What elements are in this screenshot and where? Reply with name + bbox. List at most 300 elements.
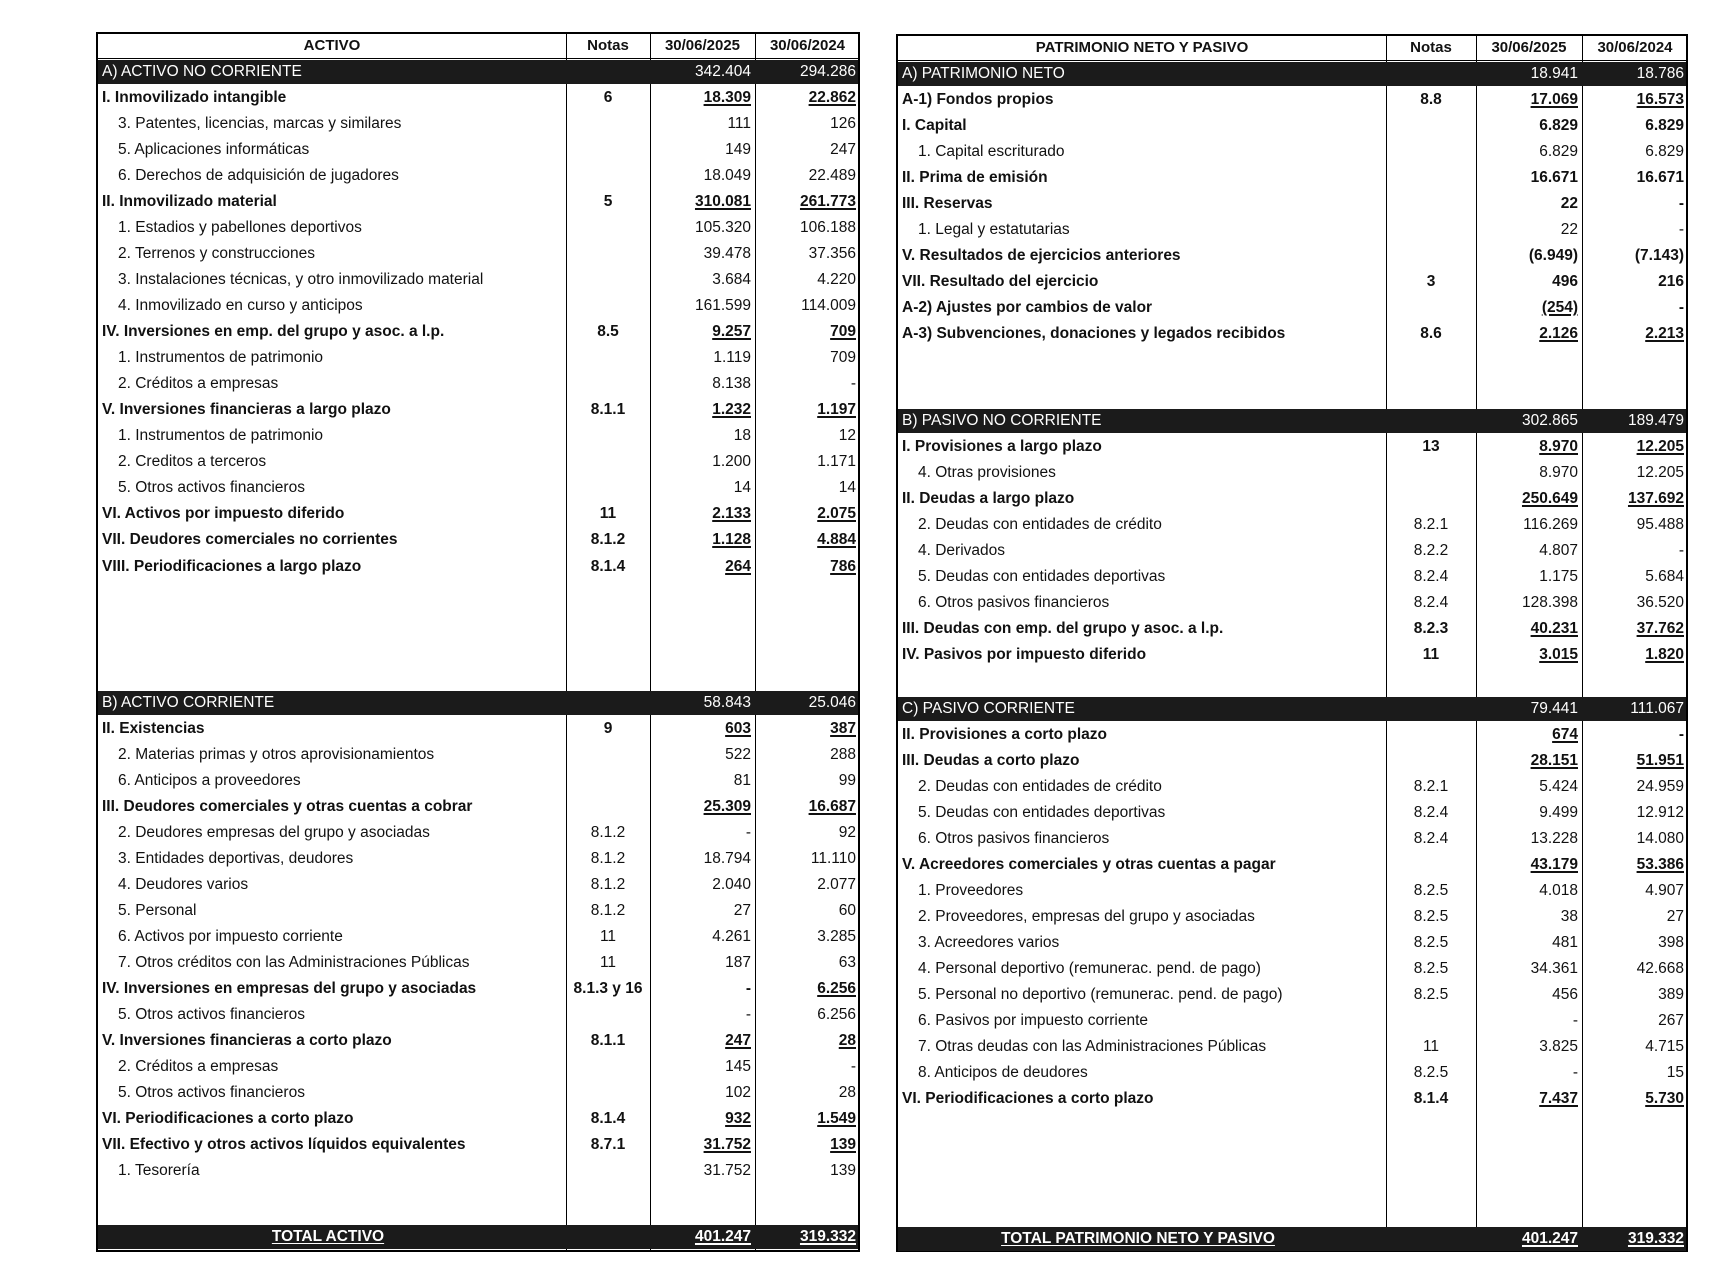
row-label-b-activo-corriente: B) ACTIVO CORRIENTE — [102, 694, 275, 711]
table-row — [98, 1133, 858, 1157]
value-previous: 389 — [1658, 986, 1684, 1003]
row-notes: 8.2.4 — [1413, 804, 1449, 821]
table-row — [898, 723, 1686, 747]
row-label-i-inmovilizado-intangible: I. Inmovilizado intangible — [102, 89, 287, 106]
value-current: 25.309 — [703, 798, 751, 815]
value-previous: 1.549 — [817, 1110, 856, 1127]
value-previous: 4.220 — [817, 271, 856, 288]
value-previous: 99 — [838, 772, 856, 789]
value-current: 4.018 — [1539, 882, 1578, 899]
table-row — [898, 244, 1686, 268]
row-label-viii-periodificaciones-a-largo-plazo: VIII. Periodificaciones a largo plazo — [102, 558, 362, 575]
value-previous: 42.668 — [1636, 960, 1684, 977]
row-notes: 5 — [603, 193, 613, 210]
row-notes: 6 — [603, 89, 613, 106]
row-notes: 11 — [1422, 646, 1440, 663]
value-previous: 28 — [838, 1084, 856, 1101]
row-label-b-pasivo-no-corriente: B) PASIVO NO CORRIENTE — [902, 412, 1102, 429]
table-row — [898, 192, 1686, 216]
table-row — [98, 346, 858, 370]
value-current: 342.404 — [694, 63, 751, 80]
table-row — [898, 487, 1686, 511]
row-label-vii-efectivo-y-otros-activos-liquidos-eq: VII. Efectivo y otros activos líquidos equivalentes — [102, 1136, 466, 1153]
value-current: (6.949) — [1528, 247, 1578, 264]
value-previous: 2.213 — [1645, 325, 1684, 342]
value-current: 31.752 — [703, 1162, 751, 1179]
value-current: 3.684 — [712, 271, 751, 288]
table-row — [898, 88, 1686, 112]
value-previous: 14 — [838, 479, 856, 496]
row-label-iii-deudas-a-corto-plazo: III. Deudas a corto plazo — [902, 752, 1080, 769]
value-previous: 216 — [1658, 273, 1684, 290]
value-previous: 5.730 — [1645, 1090, 1684, 1107]
table-row — [98, 977, 858, 1001]
table-row — [98, 1055, 858, 1079]
value-previous: 22.862 — [808, 89, 856, 106]
row-notes: 8.2.4 — [1413, 830, 1449, 847]
value-current: 14 — [733, 479, 751, 496]
table-row — [98, 164, 858, 188]
row-label-vi-periodificaciones-a-corto-plazo: VI. Periodificaciones a corto plazo — [102, 1110, 354, 1127]
row-notes: 13 — [1422, 438, 1440, 455]
row-notes: 8.1.4 — [590, 558, 626, 575]
value-previous: 3.285 — [817, 928, 856, 945]
row-label-4-otras-provisiones: 4. Otras provisiones — [918, 464, 1056, 481]
row-notes: 8.1.2 — [590, 531, 626, 548]
row-label-1-tesoreria: 1. Tesorería — [118, 1162, 200, 1179]
value-previous: - — [1678, 299, 1684, 316]
value-current: 116.269 — [1523, 516, 1578, 533]
value-current: 18.309 — [703, 89, 751, 106]
table-row — [98, 769, 858, 793]
value-current: 38 — [1560, 908, 1578, 925]
value-previous: 6.829 — [1645, 143, 1684, 160]
row-notes: 11 — [599, 928, 617, 945]
value-previous: - — [1678, 726, 1684, 743]
row-label-a-activo-no-corriente: A) ACTIVO NO CORRIENTE — [102, 63, 302, 80]
table-row — [98, 528, 858, 552]
value-previous: - — [1678, 221, 1684, 238]
value-previous: 5.684 — [1645, 568, 1684, 585]
value-current: 31.752 — [703, 1136, 751, 1153]
row-notes: 8.2.4 — [1413, 568, 1449, 585]
value-current: 22 — [1560, 195, 1578, 212]
row-label-5-otros-activos-financieros: 5. Otros activos financieros — [118, 479, 305, 496]
value-previous: 387 — [830, 720, 856, 737]
value-current: 40.231 — [1530, 620, 1578, 637]
table-row — [898, 591, 1686, 615]
table-row — [898, 801, 1686, 825]
value-current: - — [1572, 1064, 1578, 1081]
row-label-5-otros-activos-financieros: 5. Otros activos financieros — [118, 1084, 305, 1101]
table-row — [898, 296, 1686, 320]
section-row — [898, 697, 1686, 721]
row-notes: 8.2.5 — [1413, 934, 1449, 951]
table-row — [898, 322, 1686, 346]
row-label-v-resultados-de-ejercicios-anteriores: V. Resultados de ejercicios anteriores — [902, 247, 1181, 264]
table-row — [898, 827, 1686, 851]
row-notes: 8.5 — [597, 323, 619, 340]
table-row — [98, 555, 858, 579]
table-row — [898, 166, 1686, 190]
row-label-a-patrimonio-neto: A) PATRIMONIO NETO — [902, 65, 1065, 82]
row-label-ii-existencias: II. Existencias — [102, 720, 205, 737]
value-current: 8.970 — [1539, 464, 1578, 481]
value-current: 6.829 — [1539, 143, 1578, 160]
value-current: 2.133 — [712, 505, 751, 522]
value-current: 111 — [727, 115, 751, 132]
section-row — [98, 691, 858, 715]
row-label-4-derivados: 4. Derivados — [918, 542, 1006, 559]
row-label-5-otros-activos-financieros: 5. Otros activos financieros — [118, 1006, 305, 1023]
value-current: 17.069 — [1530, 91, 1578, 108]
value-previous: 18.786 — [1636, 65, 1684, 82]
value-previous: 92 — [838, 824, 856, 841]
value-current: 149 — [725, 141, 751, 158]
header-col1: 30/06/2025 — [1491, 39, 1567, 56]
value-previous: - — [850, 1058, 856, 1075]
table-row — [898, 114, 1686, 138]
table-row — [98, 268, 858, 292]
table-row — [898, 140, 1686, 164]
row-notes: 8.1.3 y 16 — [573, 980, 643, 997]
row-label-2-terrenos-y-construcciones: 2. Terrenos y construcciones — [118, 245, 316, 262]
table-row — [898, 270, 1686, 294]
value-current: 250.649 — [1521, 490, 1578, 507]
table-row — [898, 931, 1686, 955]
value-previous: 709 — [830, 349, 856, 366]
row-label-1-instrumentos-de-patrimonio: 1. Instrumentos de patrimonio — [118, 427, 324, 444]
value-previous: 111.067 — [1630, 700, 1684, 717]
value-current: 128.398 — [1521, 594, 1578, 611]
header-col2: 30/06/2024 — [1597, 39, 1673, 56]
row-label-a-1-fondos-propios: A-1) Fondos propios — [902, 91, 1054, 108]
row-notes: 8.2.1 — [1413, 516, 1449, 533]
table-row — [98, 847, 858, 871]
row-label-a-2-ajustes-por-cambios-de-valor: A-2) Ajustes por cambios de valor — [902, 299, 1153, 316]
row-label-iii-reservas: III. Reservas — [902, 195, 993, 212]
value-current: 105.320 — [694, 219, 751, 236]
row-label-6-activos-por-impuesto-corriente: 6. Activos por impuesto corriente — [118, 928, 343, 945]
value-previous: 139 — [830, 1162, 856, 1179]
value-current: 1.128 — [712, 531, 751, 548]
value-current: 247 — [725, 1032, 751, 1049]
value-current: 6.829 — [1539, 117, 1578, 134]
row-label-iv-inversiones-en-emp-del-grupo-y-asoc-a: IV. Inversiones en emp. del grupo y asoc. a l.p. — [102, 323, 445, 340]
table-row — [98, 138, 858, 162]
row-notes: 8.1.2 — [590, 876, 626, 893]
row-label-7-otros-creditos-con-las-administracione: 7. Otros créditos con las Administraciones Públicas — [118, 954, 470, 971]
value-current: 932 — [725, 1110, 751, 1127]
value-previous: 37.356 — [808, 245, 856, 262]
value-previous: 4.884 — [817, 531, 856, 548]
value-current: 8.970 — [1539, 438, 1578, 455]
value-current: 18.941 — [1530, 65, 1578, 82]
value-current: 58.843 — [703, 694, 751, 711]
row-label-6-anticipos-a-proveedores: 6. Anticipos a proveedores — [118, 772, 301, 789]
table-row — [898, 617, 1686, 641]
row-notes: 8.1.1 — [590, 401, 626, 418]
row-notes: 11 — [599, 954, 617, 971]
row-label-i-capital: I. Capital — [902, 117, 967, 134]
section-row — [898, 62, 1686, 86]
value-current: 496 — [1552, 273, 1578, 290]
value-current: 39.478 — [703, 245, 751, 262]
value-current: - — [745, 824, 751, 841]
value-previous: 27 — [1666, 908, 1684, 925]
value-current: 2.040 — [712, 876, 751, 893]
row-label-total-activo: TOTAL ACTIVO — [271, 1228, 385, 1245]
row-label-6-otros-pasivos-financieros: 6. Otros pasivos financieros — [918, 830, 1110, 847]
table-row — [98, 873, 858, 897]
table-row — [898, 218, 1686, 242]
value-previous: 189.479 — [1627, 412, 1684, 429]
value-previous: 16.573 — [1636, 91, 1684, 108]
row-label-1-legal-y-estatutarias: 1. Legal y estatutarias — [918, 221, 1070, 238]
value-current: 34.361 — [1530, 960, 1578, 977]
value-previous: - — [1678, 542, 1684, 559]
table-row — [898, 565, 1686, 589]
value-previous: 319.332 — [1627, 1230, 1684, 1247]
row-label-2-deudores-empresas-del-grupo-y-asociada: 2. Deudores empresas del grupo y asociadas — [118, 824, 430, 841]
row-label-6-pasivos-por-impuesto-corriente: 6. Pasivos por impuesto corriente — [918, 1012, 1149, 1029]
row-label-2-proveedores-empresas-del-grupo-y-asoci: 2. Proveedores, empresas del grupo y asociadas — [918, 908, 1255, 925]
value-current: 18.049 — [703, 167, 751, 184]
table-row — [898, 513, 1686, 537]
value-current: 27 — [733, 902, 751, 919]
table-row — [98, 717, 858, 741]
row-notes: 11 — [1422, 1038, 1440, 1055]
row-label-vii-resultado-del-ejercicio: VII. Resultado del ejercicio — [902, 273, 1099, 290]
row-label-3-instalaciones-tecnicas-y-otro-inmovili: 3. Instalaciones técnicas, y otro inmovilizado material — [118, 271, 484, 288]
value-previous: 14.080 — [1636, 830, 1684, 847]
value-current: 5.424 — [1539, 778, 1578, 795]
table-row — [98, 398, 858, 422]
value-current: (254) — [1541, 299, 1578, 316]
table-row — [898, 853, 1686, 877]
table-row — [898, 1061, 1686, 1085]
table-row — [98, 743, 858, 767]
row-label-ii-provisiones-a-corto-plazo: II. Provisiones a corto plazo — [902, 726, 1107, 743]
value-current: 145 — [725, 1058, 751, 1075]
value-current: 13.228 — [1530, 830, 1578, 847]
value-previous: 247 — [830, 141, 856, 158]
row-label-5-deudas-con-entidades-deportivas: 5. Deudas con entidades deportivas — [918, 804, 1166, 821]
value-previous: - — [850, 375, 856, 392]
row-label-1-instrumentos-de-patrimonio: 1. Instrumentos de patrimonio — [118, 349, 324, 366]
row-label-8-anticipos-de-deudores: 8. Anticipos de deudores — [918, 1064, 1088, 1081]
row-label-5-deudas-con-entidades-deportivas: 5. Deudas con entidades deportivas — [918, 568, 1166, 585]
table-row — [98, 450, 858, 474]
value-previous: 95.488 — [1636, 516, 1684, 533]
value-current: - — [745, 980, 751, 997]
row-notes: 8.1.2 — [590, 824, 626, 841]
row-label-iii-deudores-comerciales-y-otras-cuentas: III. Deudores comerciales y otras cuentas a cobrar — [102, 798, 473, 815]
table-row — [98, 821, 858, 845]
row-label-6-derechos-de-adquisicion-de-jugadores: 6. Derechos de adquisición de jugadores — [118, 167, 399, 184]
row-notes: 8.1.2 — [590, 902, 626, 919]
row-label-total-patrimonio-neto-y-pasivo: TOTAL PATRIMONIO NETO Y PASIVO — [1001, 1230, 1275, 1247]
table-row — [98, 294, 858, 318]
value-previous: 12.912 — [1636, 804, 1684, 821]
value-previous: 16.671 — [1636, 169, 1684, 186]
value-previous: - — [1678, 195, 1684, 212]
table-row — [898, 983, 1686, 1007]
row-label-vi-activos-por-impuesto-diferido: VI. Activos por impuesto diferido — [102, 505, 345, 522]
activo-table — [96, 32, 860, 1252]
value-current: - — [745, 1006, 751, 1023]
row-notes: 8.2.1 — [1413, 778, 1449, 795]
value-previous: 12.205 — [1636, 438, 1684, 455]
value-previous: 267 — [1658, 1012, 1684, 1029]
value-current: 522 — [725, 746, 751, 763]
value-current: 310.081 — [694, 193, 751, 210]
table-row — [898, 539, 1686, 563]
value-current: 18.794 — [703, 850, 751, 867]
value-previous: 12.205 — [1636, 464, 1684, 481]
table-row — [98, 190, 858, 214]
table-row — [98, 951, 858, 975]
value-previous: 288 — [830, 746, 856, 763]
table-row — [898, 1087, 1686, 1111]
row-notes: 8.2.3 — [1413, 620, 1449, 637]
header-col2: 30/06/2024 — [769, 37, 846, 54]
value-previous: 319.332 — [799, 1228, 856, 1245]
row-label-v-acreedores-comerciales-y-otras-cuentas: V. Acreedores comerciales y otras cuentas a pagar — [902, 856, 1276, 873]
table-row — [898, 1035, 1686, 1059]
value-previous: 1.197 — [817, 401, 856, 418]
row-notes: 8.8 — [1420, 91, 1442, 108]
value-current: 9.257 — [712, 323, 751, 340]
value-current: 4.261 — [712, 928, 751, 945]
row-label-5-personal: 5. Personal — [118, 902, 197, 919]
value-current: 3.825 — [1539, 1038, 1578, 1055]
value-current: 264 — [725, 558, 751, 575]
row-notes: 8.2.5 — [1413, 882, 1449, 899]
value-previous: 2.075 — [817, 505, 856, 522]
value-previous: 12 — [838, 427, 856, 444]
value-previous: 24.959 — [1636, 778, 1684, 795]
row-notes: 8.1.1 — [590, 1032, 626, 1049]
table-row — [898, 879, 1686, 903]
row-label-2-deudas-con-entidades-de-credito: 2. Deudas con entidades de crédito — [918, 516, 1162, 533]
row-notes: 11 — [599, 505, 617, 522]
row-notes: 8.2.2 — [1413, 542, 1449, 559]
row-label-iv-inversiones-en-empresas-del-grupo-y-a: IV. Inversiones en empresas del grupo y asociadas — [102, 980, 477, 997]
table-row — [98, 795, 858, 819]
value-previous: 63 — [838, 954, 856, 971]
value-current: 4.807 — [1539, 542, 1578, 559]
row-notes: 8.2.5 — [1413, 960, 1449, 977]
row-label-3-entidades-deportivas-deudores: 3. Entidades deportivas, deudores — [118, 850, 354, 867]
table-row — [98, 899, 858, 923]
row-label-5-personal-no-deportivo-remunerac-pend-d: 5. Personal no deportivo (remunerac. pend. de pago) — [918, 986, 1283, 1003]
value-previous: 709 — [830, 323, 856, 340]
value-previous: 6.256 — [817, 1006, 856, 1023]
table-row — [98, 424, 858, 448]
row-label-2-materias-primas-y-otros-aprovisionamie: 2. Materias primas y otros aprovisionamientos — [118, 746, 435, 763]
row-label-1-capital-escriturado: 1. Capital escriturado — [918, 143, 1065, 160]
value-previous: 261.773 — [799, 193, 856, 210]
section-row — [898, 409, 1686, 433]
value-current: 3.015 — [1539, 646, 1578, 663]
value-previous: 2.077 — [817, 876, 856, 893]
row-label-1-estadios-y-pabellones-deportivos: 1. Estadios y pabellones deportivos — [118, 219, 362, 236]
value-previous: 137.692 — [1627, 490, 1684, 507]
row-label-5-aplicaciones-informaticas: 5. Aplicaciones informáticas — [118, 141, 310, 158]
table-row — [898, 1009, 1686, 1033]
row-label-v-inversiones-financieras-a-largo-plazo: V. Inversiones financieras a largo plazo — [102, 401, 391, 418]
row-label-a-3-subvenciones-donaciones-y-legados-re: A-3) Subvenciones, donaciones y legados recibidos — [902, 325, 1286, 342]
value-previous: 22.489 — [808, 167, 856, 184]
row-label-vii-deudores-comerciales-no-corrientes: VII. Deudores comerciales no corrientes — [102, 531, 398, 548]
row-label-6-otros-pasivos-financieros: 6. Otros pasivos financieros — [918, 594, 1110, 611]
table-row — [898, 957, 1686, 981]
table-row — [898, 775, 1686, 799]
table-row — [898, 905, 1686, 929]
row-notes: 8.2.5 — [1413, 986, 1449, 1003]
value-previous: 25.046 — [808, 694, 856, 711]
table-row — [98, 320, 858, 344]
row-label-4-inmovilizado-en-curso-y-anticipos: 4. Inmovilizado en curso y anticipos — [118, 297, 363, 314]
value-previous: 60 — [838, 902, 856, 919]
value-previous: 51.951 — [1636, 752, 1684, 769]
value-current: 401.247 — [694, 1228, 751, 1245]
header-notes: Notas — [587, 37, 629, 54]
table-row — [98, 1159, 858, 1183]
row-label-2-creditos-a-empresas: 2. Créditos a empresas — [118, 375, 279, 392]
header-title: PATRIMONIO NETO Y PASIVO — [1035, 39, 1249, 56]
value-previous: 106.188 — [799, 219, 856, 236]
table-row — [98, 1081, 858, 1105]
row-label-i-provisiones-a-largo-plazo: I. Provisiones a largo plazo — [902, 438, 1102, 455]
value-previous: 1.820 — [1645, 646, 1684, 663]
value-current: - — [1572, 1012, 1578, 1029]
row-label-iii-deudas-con-emp-del-grupo-y-asoc-a-l-: III. Deudas con emp. del grupo y asoc. a l.p. — [902, 620, 1224, 637]
table-row — [98, 1029, 858, 1053]
value-current: 8.138 — [712, 375, 751, 392]
row-label-1-proveedores: 1. Proveedores — [918, 882, 1024, 899]
value-previous: 4.907 — [1645, 882, 1684, 899]
row-label-4-deudores-varios: 4. Deudores varios — [118, 876, 249, 893]
table-header — [898, 36, 1686, 61]
header-col1: 30/06/2025 — [664, 37, 741, 54]
table-row — [98, 242, 858, 266]
value-current: 22 — [1560, 221, 1578, 238]
row-label-ii-deudas-a-largo-plazo: II. Deudas a largo plazo — [902, 490, 1075, 507]
table-row — [98, 112, 858, 136]
value-previous: 15 — [1666, 1064, 1684, 1081]
total-row — [98, 1225, 858, 1249]
row-notes: 8.1.4 — [590, 1110, 626, 1127]
value-current: 28.151 — [1530, 752, 1578, 769]
value-previous: 6.829 — [1645, 117, 1684, 134]
row-label-2-deudas-con-entidades-de-credito: 2. Deudas con entidades de crédito — [918, 778, 1162, 795]
section-row — [98, 60, 858, 84]
table-row — [98, 1003, 858, 1027]
value-current: 481 — [1552, 934, 1578, 951]
row-notes: 3 — [1426, 273, 1436, 290]
row-label-2-creditos-a-terceros: 2. Creditos a terceros — [118, 453, 267, 470]
value-current: 674 — [1552, 726, 1578, 743]
row-label-ii-prima-de-emision: II. Prima de emisión — [902, 169, 1048, 186]
total-row — [898, 1227, 1686, 1251]
row-label-3-acreedores-varios: 3. Acreedores varios — [918, 934, 1060, 951]
row-notes: 8.6 — [1420, 325, 1442, 342]
value-previous: 36.520 — [1636, 594, 1684, 611]
patrimonio-pasivo-table — [896, 34, 1688, 1252]
value-current: 2.126 — [1539, 325, 1578, 342]
